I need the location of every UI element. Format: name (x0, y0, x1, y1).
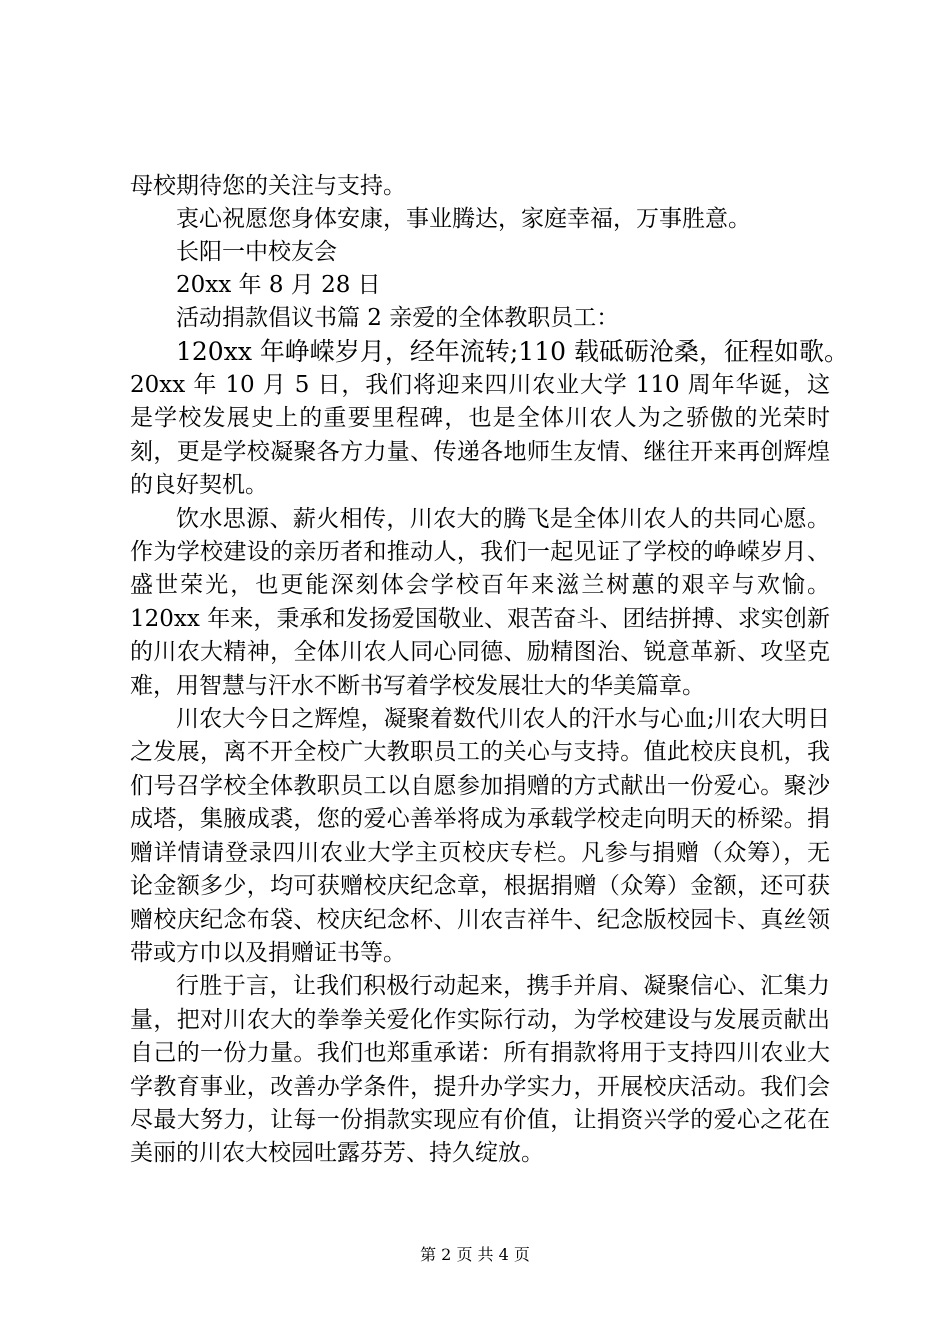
text-line-closing-support: 母校期待您的关注与支持。 (130, 173, 406, 199)
text-line-wishes: 衷心祝愿您身体安康，事业腾达，家庭幸福，万事胜意。 (176, 206, 751, 232)
signature-organization: 长阳一中校友会 (176, 239, 337, 265)
paragraph-anniversary: 20xx 年 10 月 5 日，我们将迎来四川农业大学 110 周年华诞，这是学校发展史上的重要里程碑，也是全体川农人为之骄傲的光荣时刻，更是学校凝聚各方力量、传递各地师生友情、继往开来再创辉煌的良好契机。 (130, 372, 830, 499)
paragraph-history: 饮水思源、薪火相传，川农大的腾飞是全体川农人的共同心愿。作为学校建设的亲历者和推动人，我们一起见证了学校的峥嵘岁月、盛世荣光，也更能深刻体会学校百年来滋兰树蕙的艰辛与欢愉。120xx 年来，秉承和发扬爱国敬业、艰苦奋斗、团结拼搏、求实创新的川农大精神，全体川农人同心同德、励精图治、锐意革新、攻坚克难，用智慧与汗水不断书写着学校发展壮大的华美篇章。 (130, 505, 830, 699)
section-heading-proposal-2: 活动捐款倡议书篇 2 亲爱的全体教职员工： (176, 305, 620, 331)
page-number-footer: 第 2 页 共 4 页 (420, 1245, 530, 1264)
paragraph-commitment: 行胜于言，让我们积极行动起来，携手并肩、凝聚信心、汇集力量，把对川农大的拳拳关爱化作实际行动，为学校建设与发展贡献出自己的一份力量。我们也郑重承诺：所有捐款将用于支持四川农业大学教育事业，改善办学条件，提升办学实力，开展校庆活动。我们会尽最大努力，让每一份捐款实现应有价值，让捐资兴学的爱心之花在美丽的川农大校园吐露芬芳、持久绽放。 (130, 973, 830, 1167)
document-body (130, 170, 849, 1171)
text-line-anniversary-verse: 120xx 年峥嵘岁月，经年流转;110 载砥砺沧桑，征程如歌。 (176, 337, 849, 366)
paragraph-donation-call: 川农大今日之辉煌，凝聚着数代川农人的汗水与心血;川农大明日之发展，离不开全校广大教职员工的关心与支持。值此校庆良机，我们号召学校全体教职员工以自愿参加捐赠的方式献出一份爱心。聚沙成塔，集腋成裘，您的爱心善举将成为承载学校走向明天的桥梁。捐赠详情请登录四川农业大学主页校庆专栏。凡参与捐赠（众筹），无论金额多少，均可获赠校庆纪念章，根据捐赠（众筹）金额，还可获赠校庆纪念布袋、校庆纪念杯、川农吉祥牛、纪念版校园卡、真丝领带或方巾以及捐赠证书等。 (130, 706, 830, 966)
signature-date: 20xx 年 8 月 28 日 (176, 272, 381, 298)
